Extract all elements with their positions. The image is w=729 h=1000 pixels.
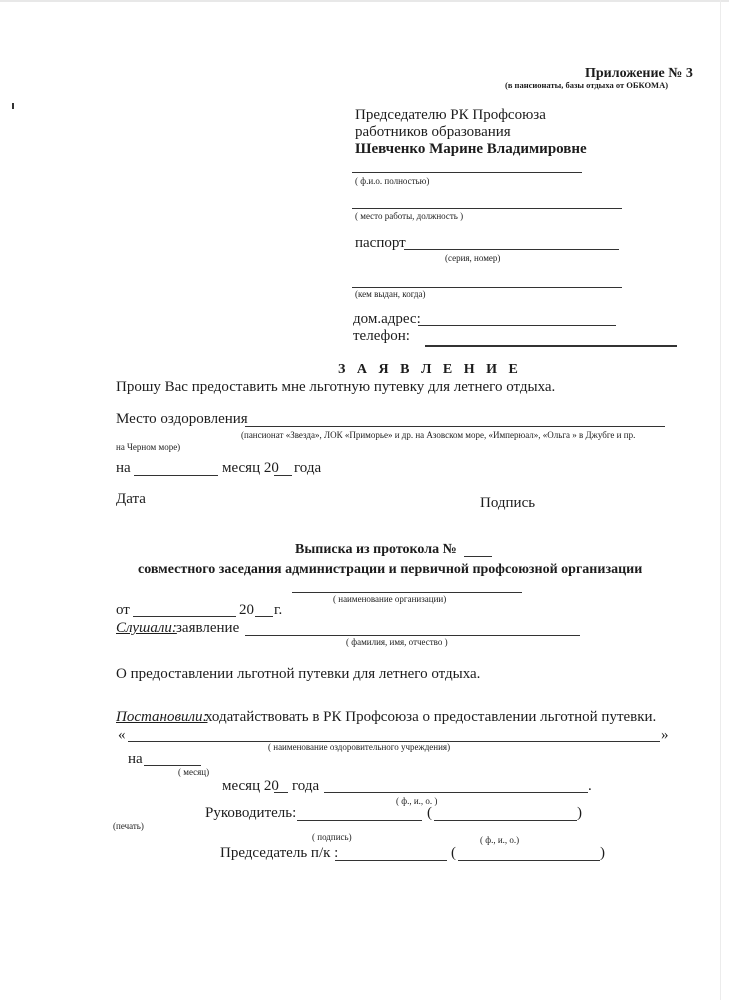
period-on-label: на [116,460,131,476]
institution-hint: ( наименование оздоровительного учреждения) [268,742,451,752]
heard-text: заявление [176,620,240,636]
quote-close: » [661,727,669,743]
chair-label: Председатель п/к : [220,845,339,861]
phone-label: телефон: [353,328,410,344]
signature-label: Подпись [480,495,536,511]
month-hint: ( месяц) [178,767,210,777]
year-blank [274,475,292,476]
protocol-subtitle: совместного заседания администрации и первичной профсоюзной организации [138,562,643,577]
year-label: года [294,460,322,476]
date-label: Дата [116,491,146,507]
addressee-line2: работников образования [355,124,511,140]
chair-fio-close-paren: ) [600,845,605,861]
fio-hint: ( ф.и.о. полностью) [355,176,430,186]
application-title: З А Я В Л Е Н И Е [338,362,522,377]
period-blank [134,475,218,476]
appendix-title: Приложение № 3 [585,66,693,81]
stamp-label: (печать) [113,821,144,831]
head-fio-close-paren: ) [577,805,582,821]
issued-line [352,287,622,288]
chair-fio-open-paren: ( [451,845,456,861]
workplace-line [352,208,622,209]
resolved-period: . [588,778,592,794]
workplace-hint: ( место работы, должность ) [355,211,464,221]
from-year-prefix: 20 [239,602,254,618]
head-fio-open-paren: ( [427,805,432,821]
fio-line [352,172,582,173]
address-line [418,325,616,326]
resolved-on-label: на [128,751,143,767]
org-hint: ( наименование организации) [333,594,447,604]
issued-hint: (кем выдан, когда) [355,289,426,299]
org-line [292,592,522,593]
heard-fio-hint: ( фамилия, имя, отчество ) [346,637,448,647]
scan-mark [12,103,14,109]
place-label: Место оздоровления [116,411,248,427]
resolved-text: ходатайствовать в РК Профсоюза о предоставлении льготной путевки. [205,709,657,725]
chair-fio-line [458,860,600,861]
protocol-number-blank [464,556,492,557]
resolved-month-label: месяц 20 [222,778,279,794]
addressee-name: Шевченко Марине Владимировне [355,141,587,157]
place-hint-cont: на Черном море) [116,442,181,452]
from-year-blank [255,616,273,617]
scan-edge [0,0,729,2]
from-date-blank [133,616,236,617]
resolved-year-label: года [292,778,320,794]
appendix-note: (в пансионаты, базы отдыха от ОБКОМА) [505,80,669,90]
passport-line [404,249,619,250]
scan-edge [720,0,721,1000]
head-label: Руководитель: [205,805,297,821]
place-hint: (пансионат «Звезда», ЛОК «Приморье» и др. на Азовском море, «Имперюал», «Ольга » в Джубге и пр. [241,430,636,440]
passport-label: паспорт [355,235,406,251]
from-year-suffix: г. [274,602,283,618]
fio-short-hint: ( ф., и., о.) [480,835,520,845]
resolved-fio-hint: ( ф., и., о. ) [396,796,438,806]
from-label: от [116,602,130,618]
chair-signature-line [335,860,447,861]
resolved-year-blank [274,792,288,793]
request-text: Прошу Вас предоставить мне льготную путевку для летнего отдыха. [116,379,556,395]
phone-line [425,345,677,347]
resolved-label: Постановили: [116,709,208,725]
signature-hint: ( подпись) [312,832,352,842]
resolved-month-blank [144,765,201,766]
quote-open: « [118,727,126,743]
heard-line [245,635,580,636]
month-label: месяц 20 [222,460,279,476]
address-label: дом.адрес: [353,311,421,327]
head-signature-line [297,820,422,821]
passport-hint: (серия, номер) [445,253,501,263]
resolved-fio-line [324,792,588,793]
protocol-title: Выписка из протокола № [295,542,457,557]
addressee-line1: Председателю РК Профсоюза [355,107,546,123]
head-fio-line [434,820,577,821]
place-line [245,426,665,427]
subject-text: О предоставлении льготной путевки для летнего отдыха. [116,666,481,682]
heard-label: Слушали: [116,620,177,636]
